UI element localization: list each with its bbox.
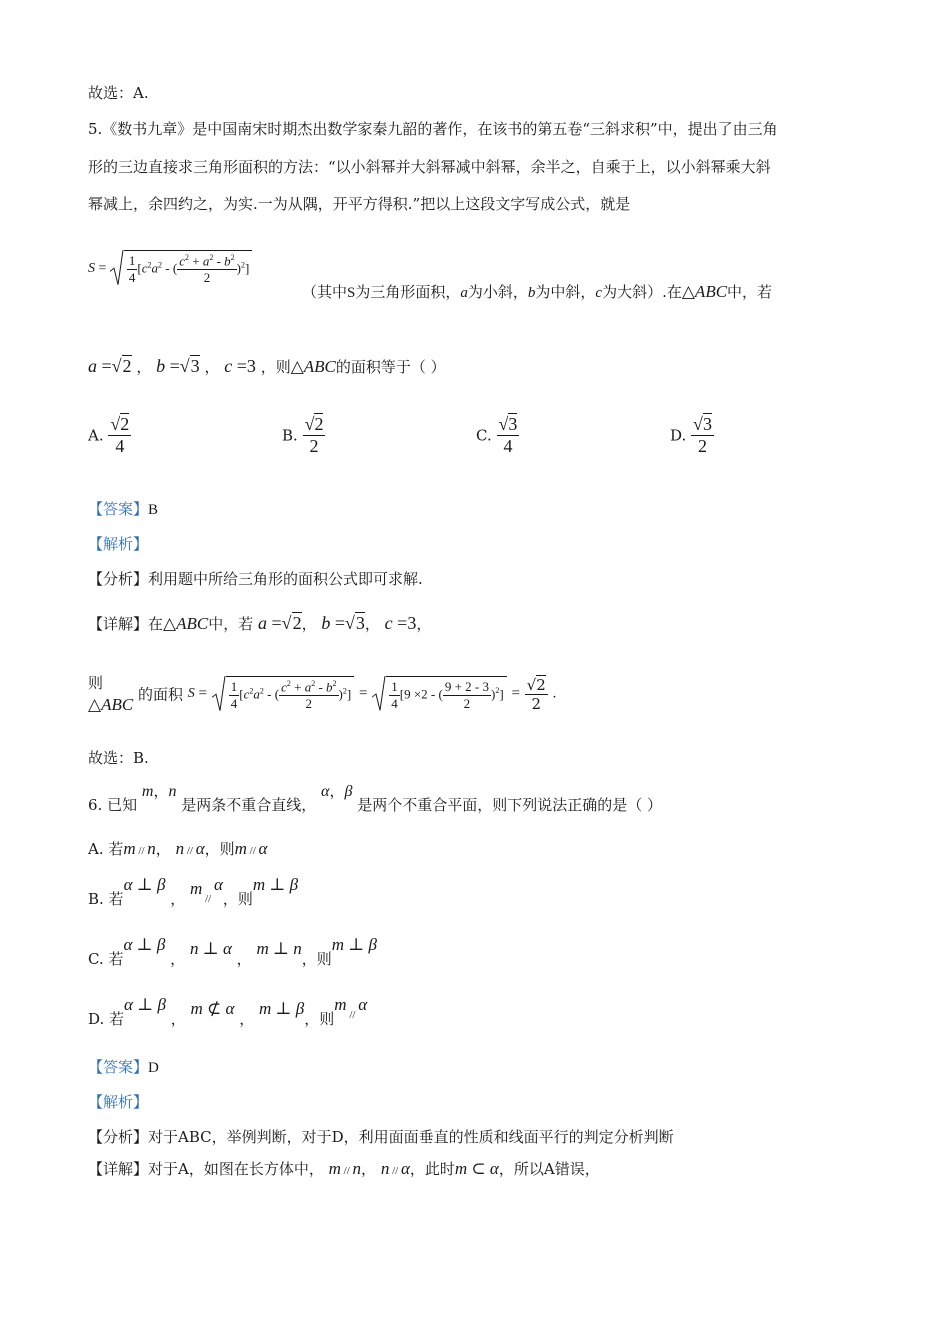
q5-text-line-1: 5.《数书九章》是中国南宋时期杰出数学家秦九韶的著作，在该书的第五卷“三斜求积”中，提出了由三角 (88, 120, 778, 138)
q5-analysis: 【分析】利用题中所给三角形的面积公式即可求解. (88, 570, 423, 588)
q5-conclusion: 故选：B. (88, 749, 149, 767)
q5-option-d[interactable]: D. $\frac{√3}{2}$ (670, 414, 712, 456)
q5-text-line-2: 形的三边直接求三角形面积的方法：“以小斜幂并大斜幂减中斜幂，余半之，自乘于上，以小斜幂乘大斜 (88, 158, 771, 176)
q5-analysis-heading: 【解析】 (88, 535, 149, 553)
q5-option-a[interactable]: A. $\frac{√2}{4}$ (88, 414, 130, 456)
q6-option-d[interactable]: D. 若α ⊥ β ， m ⊄ α ， m ⊥ β，则m $_{//}$ α (88, 995, 368, 1028)
q5-answer: 【答案】B (88, 500, 159, 518)
q5-computation: 则 △ABC 的面积 S = $\frac{1}{4}$ [$c^2a^2$ - ( $\frac{c^2 + a^2 - b^2}{2}$ )$^2$] = $\frac{1}{4}$ [9 ×2 - ( $\frac{9 + 2 - 3}{2}$ )$^2$] = $\frac{√2}{2}$ . (88, 674, 557, 714)
sqrt-icon (212, 676, 226, 712)
sqrt-icon (110, 250, 124, 286)
sqrt-icon (372, 676, 386, 712)
q5-formula-line: S = $\frac{1}{4}$ [$c^2a^2$ - ( $\frac{c^2 + a^2 - b^2}{2}$ )$^2$] (88, 250, 252, 286)
q5-option-b[interactable]: B. $\frac{√2}{2}$ (282, 414, 324, 456)
area-formula-general: $\frac{1}{4}$ [$c^2a^2$ - ( $\frac{c^2 + a^2 - b^2}{2}$ )$^2$] (212, 676, 354, 712)
q6-option-b[interactable]: B. 若α ⊥ β ， m $_{//}$ α，则m ⊥ β (88, 875, 299, 908)
q5-formula-note: （其中S为三角形面积，a为小斜，b为中斜，c为大斜）.在△ABC中，若 (302, 282, 773, 301)
q5-option-c[interactable]: C. $\frac{√3}{4}$ (476, 414, 518, 456)
q6-stem: 6. 已知 m，n 是两条不重合直线， α，β 是两个不重合平面，则下列说法正确的是（ ） (88, 783, 662, 814)
q6-analysis: 【分析】对于ABC，举例判断，对于D，利用面面垂直的性质和线面平行的判定分析判断 (88, 1128, 674, 1146)
heron-formula: $\frac{1}{4}$ [$c^2a^2$ - ( $\frac{c^2 + a^2 - b^2}{2}$ )$^2$] (110, 250, 252, 286)
q6-option-a[interactable]: A. 若m // n， n // α，则m // α (88, 839, 268, 858)
q5-text-line-3: 幂减上，余四约之，为实.一为从隅，开平方得积.”把以上这段文字写成公式，就是 (88, 195, 631, 213)
q5-given-values: a =√2 ， b =√3 ， c =3 ，则△ABC的面积等于（ ） (88, 356, 446, 376)
q6-detail: 【详解】对于A，如图在长方体中， m // n， n // α，此时m ⊂ α，所以A错误， (88, 1159, 600, 1178)
previous-answer-line: 故选：A. (88, 84, 149, 102)
q6-option-c[interactable]: C. 若α ⊥ β ， n ⊥ α ， m ⊥ n，则m ⊥ β (88, 935, 377, 968)
q6-answer: 【答案】D (88, 1058, 159, 1076)
area-formula-numeric: $\frac{1}{4}$ [9 ×2 - ( $\frac{9 + 2 - 3}{2}$ )$^2$] (372, 676, 506, 712)
formula-s: S (88, 261, 95, 277)
q5-detail: 【详解】在△ABC中，若 a =√2， b =√3， c =3， (88, 613, 432, 633)
q6-analysis-heading: 【解析】 (88, 1093, 149, 1111)
